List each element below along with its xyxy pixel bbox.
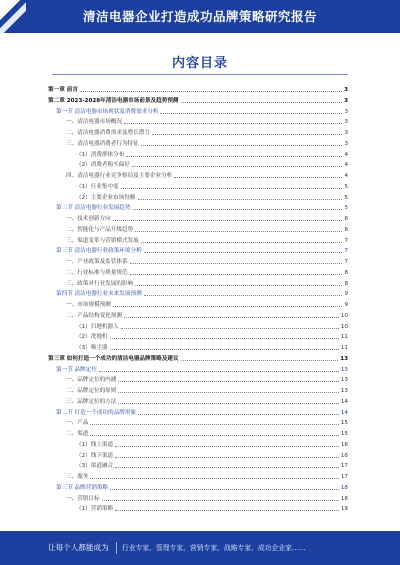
toc-leader-dots	[144, 295, 343, 296]
toc-page-number: 11	[340, 334, 348, 341]
toc-entry-text: 第二节 清洁电器行业发展趋势	[56, 205, 131, 212]
toc-entry-text: 一、品牌定位的内涵	[66, 377, 117, 384]
toc-entry-text: 一、市场规模预测	[66, 302, 111, 308]
footer-separator	[116, 542, 117, 554]
toc-leader-dots	[132, 166, 343, 167]
toc-entry[interactable]	[66, 495, 348, 503]
toc-entry-text: 一、产品	[66, 420, 89, 427]
toc-entry[interactable]	[48, 355, 348, 363]
footer-slogan-right: 行业专家、管理专家、营销专家、战略专家、成功企业家……	[122, 544, 306, 552]
toc-leader-dots	[113, 220, 343, 221]
toc-entry-text: 四、清洁电器行业竞争格局及主要企业分析	[66, 173, 173, 179]
toc-entry-text: （1）扫地机器人	[76, 323, 119, 330]
toc-entry-text: （2）洗地机	[76, 334, 108, 341]
toc-entry-text: 三、政策对行业发展的影响	[66, 280, 134, 287]
toc-page-number: 7	[344, 237, 348, 244]
toc-entry[interactable]	[56, 366, 348, 374]
toc-entry-text: 第一节 清洁电器市场现状及消费需求分析	[56, 108, 159, 115]
toc-page-number: 3	[344, 130, 348, 136]
toc-leader-dots	[113, 306, 343, 307]
toc-entry[interactable]	[66, 280, 348, 288]
toc-entry[interactable]	[56, 204, 348, 212]
toc-entry[interactable]	[76, 151, 348, 159]
toc-leader-dots	[110, 338, 339, 339]
toc-entry[interactable]	[76, 452, 348, 460]
toc-entry[interactable]	[56, 409, 348, 417]
toc-page-number: 7	[344, 248, 348, 255]
toc-page-number: 8	[344, 269, 348, 276]
toc-entry-text: 三、服务	[66, 474, 89, 480]
toc-page-number: 16	[340, 441, 348, 448]
toc-entry-text: 第三节 品牌营销策略	[56, 484, 109, 491]
toc-leader-dots	[115, 510, 339, 511]
toc-page-number: 3	[344, 140, 348, 147]
toc-page-number: 3	[344, 108, 348, 115]
toc-page-number: 15	[340, 420, 348, 427]
toc-entry-text: 二、清洁电器消费需求及增长潜力	[66, 130, 150, 136]
toc-entry-text: 第二章 2023-2028年清洁电器市场前景及趋势预测	[48, 97, 179, 104]
toc-page-number: 13	[340, 366, 348, 373]
toc-entry[interactable]	[66, 387, 348, 395]
toc-entry-text: 二、渠道	[66, 431, 89, 437]
toc-entry-text: （2）主要企业市场份额	[76, 194, 136, 201]
toc-page-number: 7	[344, 259, 348, 265]
toc-entry-text: （3）吸尘器	[76, 345, 108, 351]
toc-entry-text: 三、清洁电器消费者行为特征	[66, 140, 139, 147]
toc-leader-dots	[174, 177, 342, 178]
toc-leader-dots	[102, 500, 339, 501]
toc-leader-dots	[130, 274, 343, 275]
toc-entry[interactable]	[66, 226, 348, 234]
toc-leader-dots	[144, 252, 343, 253]
toc-page-number: 16	[340, 452, 348, 459]
toc-entry[interactable]	[48, 97, 348, 105]
toc-entry-text: 第四节 清洁电器行业未来发展预测	[56, 291, 142, 298]
toc-leader-dots	[80, 91, 342, 92]
toc-page-number: 5	[344, 205, 348, 212]
toc-page-number: 13	[340, 355, 348, 362]
toc-entry-text: （2）线下渠道	[76, 452, 114, 459]
toc-page-number: 3	[344, 87, 348, 93]
toc-entry[interactable]	[76, 161, 348, 169]
toc-page-number: 3	[344, 119, 348, 126]
toc-entry-text: （1）行业集中度	[76, 183, 119, 190]
toc-page-number: 14	[340, 398, 348, 405]
toc-leader-dots	[181, 360, 339, 361]
toc-entry[interactable]	[66, 301, 348, 309]
toc-page-number: 4	[344, 162, 348, 169]
toc-page-number: 19	[340, 506, 348, 513]
toc-entry-text: 二、产品结构变化预测	[66, 312, 122, 319]
toc-entry-text: （2）消费者购买偏好	[76, 162, 130, 169]
toc-leader-dots	[121, 188, 343, 189]
toc-entry[interactable]	[66, 312, 348, 320]
toc-entry-text: 第一章 前言	[48, 87, 78, 93]
toc-entry[interactable]	[76, 194, 348, 202]
toc-entry[interactable]	[66, 376, 348, 384]
toc-page-number: 15	[340, 431, 348, 437]
toc-entry[interactable]	[76, 333, 348, 341]
toc-entry[interactable]	[48, 86, 348, 94]
toc-entry[interactable]	[56, 290, 348, 298]
toc-leader-dots	[124, 317, 339, 318]
toc-page-number: 5	[344, 194, 348, 201]
toc-entry-text: 二、行业标准与质量规范	[66, 269, 128, 276]
toc-entry[interactable]	[66, 129, 348, 137]
toc-entry-text: （3）渠道融合	[76, 463, 114, 470]
toc-leader-dots	[141, 145, 343, 146]
toc-entry[interactable]	[66, 215, 348, 223]
toc-entry-text: 三、渠道变革与营销模式发展	[66, 237, 139, 244]
toc-page-number: 4	[344, 173, 348, 179]
toc-leader-dots	[115, 446, 339, 447]
toc-divider	[52, 74, 348, 75]
toc-entry[interactable]	[76, 323, 348, 331]
toc-leader-dots	[135, 231, 342, 232]
toc-leader-dots	[90, 424, 338, 425]
toc-page-number: 18	[340, 495, 348, 502]
toc-leader-dots	[99, 371, 339, 372]
report-title: 清洁电器企业打造成功品牌策略研究报告	[82, 9, 317, 24]
toc-entry[interactable]	[66, 140, 348, 148]
toc-leader-dots	[126, 156, 342, 157]
toc-leader-dots	[181, 102, 343, 103]
toc-page-number: 4	[344, 151, 348, 158]
toc-entry[interactable]	[66, 473, 348, 481]
toc-page-number: 8	[344, 280, 348, 287]
toc-entry[interactable]	[66, 172, 348, 180]
toc-heading: 内容目录	[171, 56, 228, 71]
toc-entry[interactable]	[66, 118, 348, 126]
toc-leader-dots	[118, 392, 339, 393]
toc-entry-text: 一、清洁电器市场概况	[66, 119, 122, 126]
page-footer	[0, 531, 400, 565]
toc-entry[interactable]	[56, 484, 348, 492]
toc-page-number: 5	[344, 183, 348, 190]
toc-entry-text: （1）营销策略	[76, 506, 114, 513]
toc-entry-text: 一、技术创新方向	[66, 216, 111, 222]
toc-entry[interactable]	[76, 183, 348, 191]
toc-entry[interactable]	[76, 505, 348, 513]
toc-leader-dots	[138, 414, 339, 415]
toc-leader-dots	[135, 285, 342, 286]
toc-entry[interactable]	[56, 108, 348, 116]
toc-entry[interactable]	[66, 419, 348, 427]
toc-page-number: 6	[344, 226, 348, 233]
toc-leader-dots	[141, 242, 343, 243]
toc-entry-text: 第二节 打造一个成功的品牌形象	[56, 409, 137, 416]
toc-page-number: 10	[340, 323, 348, 330]
toc-entry-text: 二、品牌定位的原则	[66, 388, 117, 394]
toc-page-number: 13	[340, 388, 348, 394]
toc-page-number: 10	[340, 312, 348, 319]
toc-leader-dots	[118, 403, 339, 404]
toc-entry[interactable]	[66, 269, 348, 277]
toc-entry[interactable]	[76, 462, 348, 470]
toc-leader-dots	[160, 113, 342, 114]
toc-entry-text: 二、智能化与产品升级趋势	[66, 226, 134, 233]
toc-entry[interactable]	[66, 430, 348, 438]
toc-leader-dots	[133, 209, 343, 210]
toc-leader-dots	[110, 489, 339, 490]
toc-entry-text: 一、产业政策及监管体系	[66, 259, 128, 265]
toc-page-number: 17	[340, 474, 348, 480]
toc-entry[interactable]	[76, 344, 348, 352]
toc-page-number: 17	[340, 463, 348, 470]
toc-entry-text: （1）线上渠道	[76, 441, 114, 448]
toc-page-number: 9	[344, 302, 348, 308]
toc-entry-text: 第三章 如何打造一个成功的清洁电器品牌策略及建议	[48, 355, 179, 362]
toc-leader-dots	[110, 349, 339, 350]
toc-page-number: 9	[344, 291, 348, 298]
toc-leader-dots	[90, 478, 338, 479]
toc-page-number: 11	[340, 345, 348, 351]
toc-leader-dots	[115, 457, 339, 458]
toc-entry[interactable]	[56, 247, 348, 255]
footer-slogan-left: 让每个人都能成为	[48, 543, 109, 552]
toc-page-number: 18	[340, 484, 348, 491]
toc-entry-text: （1）消费群体分布	[76, 151, 125, 158]
toc-page-number: 3	[344, 97, 348, 104]
toc-leader-dots	[121, 328, 339, 329]
toc-entry-text: 第一节 品牌定位	[56, 366, 97, 373]
toc-entry[interactable]	[66, 398, 348, 406]
report-header	[0, 0, 400, 33]
toc-leader-dots	[115, 467, 339, 468]
toc-leader-dots	[130, 263, 343, 264]
toc-leader-dots	[124, 123, 342, 124]
toc-entry[interactable]	[76, 441, 348, 449]
toc-page-number: 6	[344, 216, 348, 222]
toc-entry-text: 一、营销目标	[66, 495, 100, 502]
toc-entry-text: 第三节 清洁电器行业政策环境分析	[56, 248, 142, 255]
toc-page-number: 14	[340, 409, 348, 416]
toc-leader-dots	[138, 199, 343, 200]
toc-leader-dots	[118, 381, 339, 382]
toc-entry-text: 三、品牌定位的方法	[66, 398, 117, 405]
toc-page-number: 13	[340, 377, 348, 384]
toc-leader-dots	[152, 134, 343, 135]
toc-leader-dots	[90, 435, 338, 436]
toc-entry[interactable]	[66, 237, 348, 245]
toc-entry[interactable]	[66, 258, 348, 266]
